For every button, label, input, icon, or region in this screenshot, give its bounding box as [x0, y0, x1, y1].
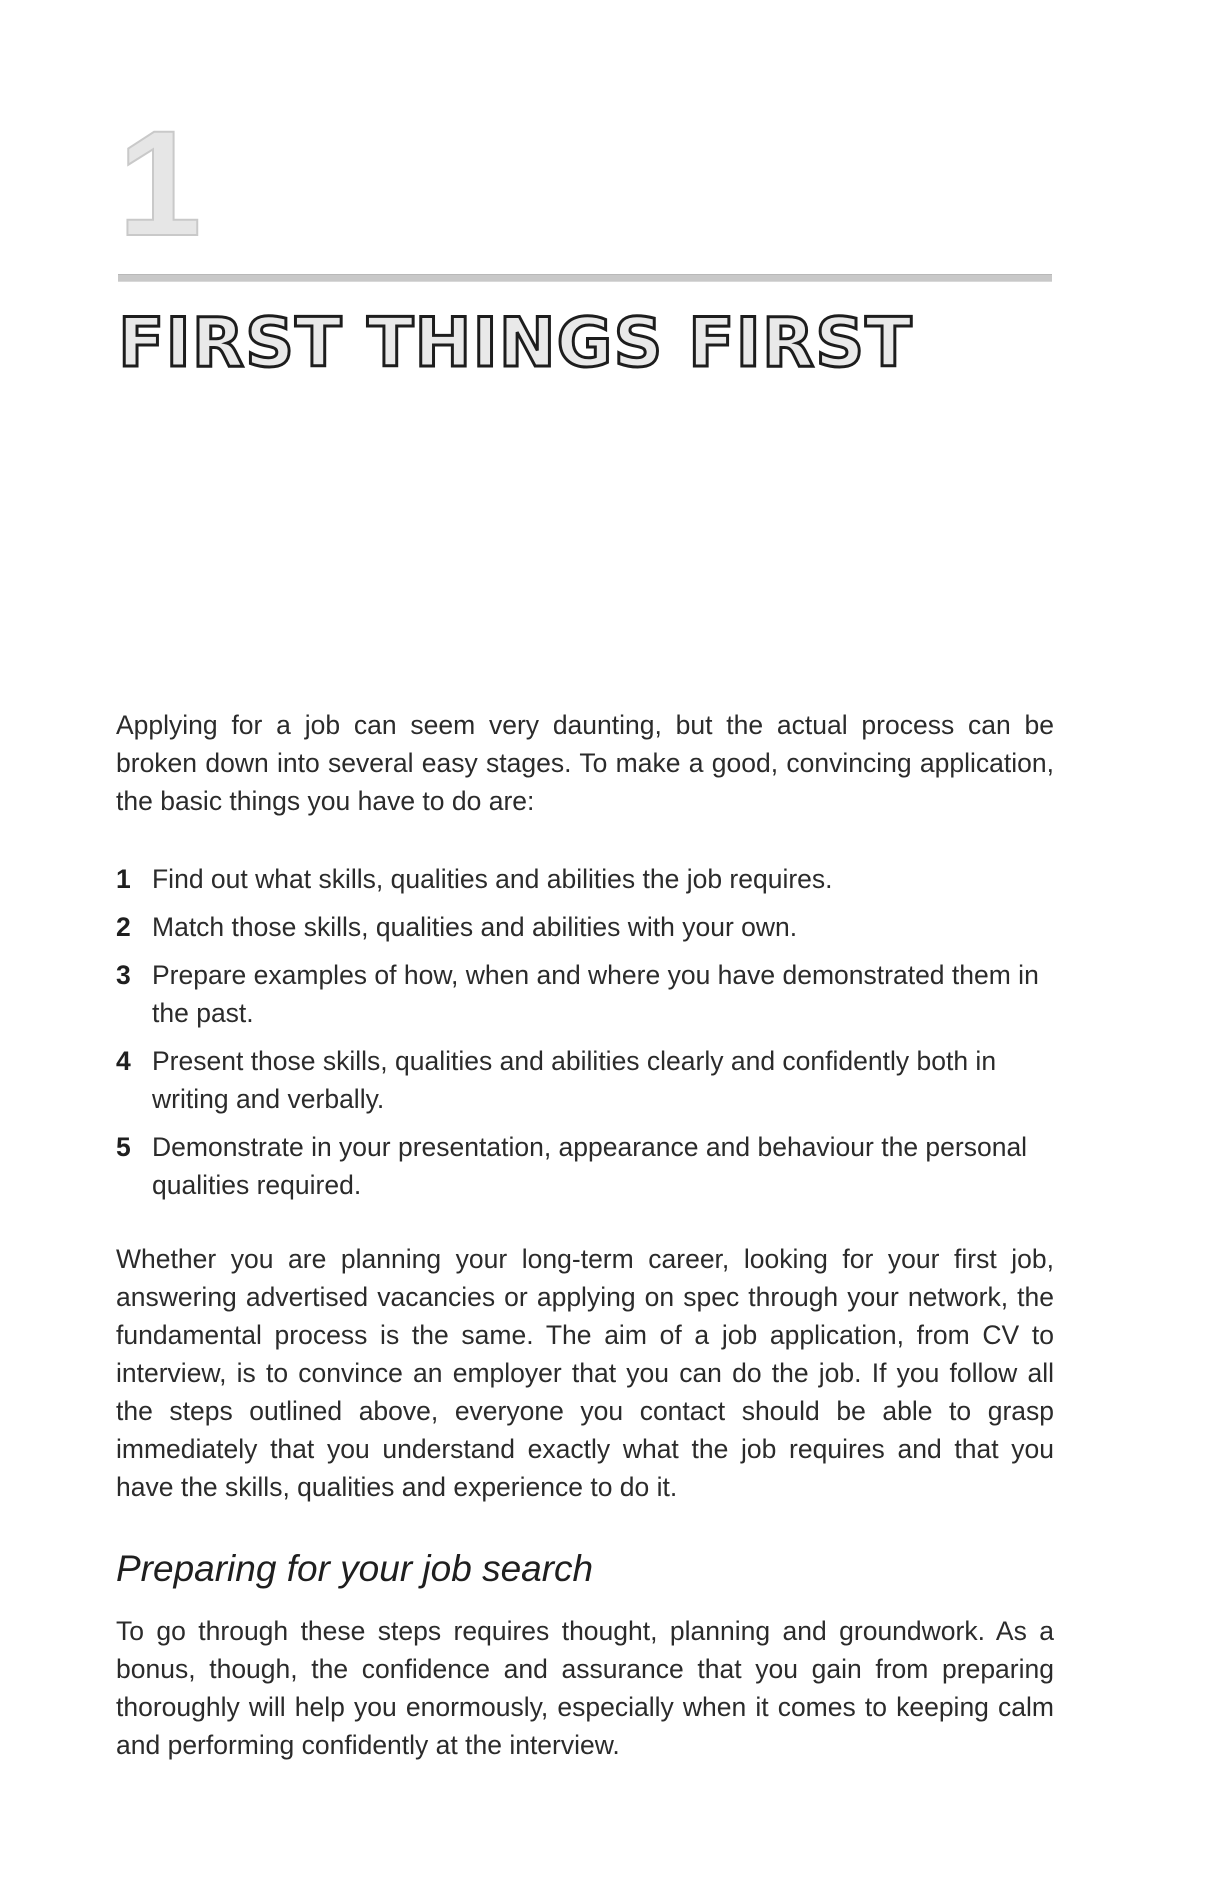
list-item	[116, 1128, 1054, 1204]
step-text: Prepare examples of how, when and where you have demonstrated them in the past.	[152, 960, 1039, 1028]
list-item	[116, 1042, 1054, 1118]
chapter-divider	[118, 274, 1052, 282]
section-heading: Preparing for your job search	[116, 1548, 594, 1589]
body-paragraph: Whether you are planning your long-term career, looking for your first job, answering advertised vacancies or applying on spec through your network, the fundamental process is the same. The aim of a job application, from CV to interview, is to convince an employer that you can do the job. If you follow all the steps outlined above, everyone you contact should be able to grasp immediately that you understand exactly what the job requires and that you have the skills, qualities and experience to do it.	[116, 1244, 1054, 1502]
step-number: 4	[116, 1046, 131, 1076]
step-number: 1	[116, 864, 131, 894]
step-number: 5	[116, 1132, 131, 1162]
steps-list	[116, 860, 1054, 1204]
step-number: 3	[116, 960, 131, 990]
step-text: Demonstrate in your presentation, appearance and behaviour the personal qualities required.	[152, 1132, 1028, 1200]
list-item	[116, 860, 1054, 898]
chapter-number: 1	[118, 99, 202, 267]
step-number: 2	[116, 912, 131, 942]
list-item	[116, 956, 1054, 1032]
step-text: Present those skills, qualities and abilities clearly and confidently both in writing and verbally.	[152, 1046, 997, 1114]
step-text: Find out what skills, qualities and abilities the job requires.	[152, 864, 833, 894]
list-item	[116, 908, 1054, 946]
page-body	[116, 706, 1054, 1764]
step-text: Match those skills, qualities and abilities with your own.	[152, 912, 798, 942]
section-paragraph: To go through these steps requires thought, planning and groundwork. As a bonus, though, the confidence and assurance that you gain from preparing thoroughly will help you enormously, especially when it comes to keeping calm and performing confidently at the interview.	[116, 1616, 1054, 1760]
chapter-title: FIRST THINGS FIRST	[118, 304, 913, 383]
intro-paragraph: Applying for a job can seem very daunting, but the actual process can be broken down into several easy stages. To make a good, convincing application, the basic things you have to do are:	[116, 710, 1054, 816]
